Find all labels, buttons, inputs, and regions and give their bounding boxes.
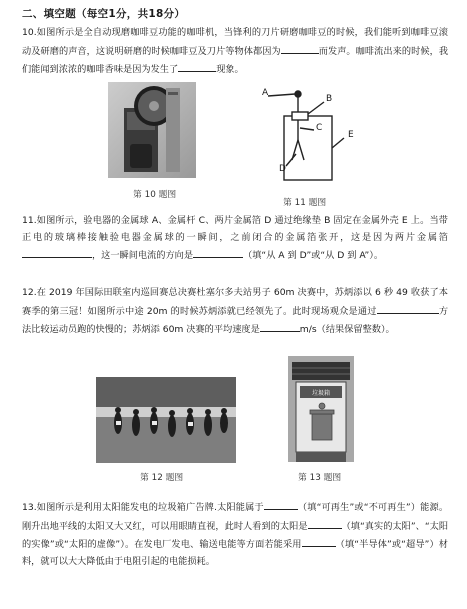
trash-sign-text: 垃圾箱 (311, 390, 330, 397)
label-b: B (326, 94, 333, 104)
q12-blank-1[interactable] (377, 302, 439, 314)
q13-text-3: （填“真实的太阳”、“太阳的实像”或“太阳的虚像”）。在发电厂发电、输送电能等方面若能采用 (22, 520, 449, 550)
question-11 (22, 213, 448, 265)
question-10 (22, 25, 448, 79)
figure-12-caption: 第 12 题图 (140, 473, 184, 483)
figure-13-caption: 第 13 题图 (298, 473, 342, 483)
q11-text-3: （填“从 A 到 D”或“从 D 到 A”）。 (243, 250, 384, 261)
q13-text-2: （填“可再生”或“不可再生”）能源。刚升出地平线的太阳又大又红，可以用眼睛直视，此时人看到的太阳是 (22, 502, 449, 532)
q11-blank-2[interactable] (193, 246, 243, 258)
label-d: D (279, 164, 286, 174)
question-13 (22, 498, 448, 570)
question-12 (22, 285, 448, 339)
figure-11-caption: 第 11 题图 (283, 198, 327, 208)
q12-text-3: m/s（结果保留整数）。 (299, 324, 395, 335)
sprint-race-image (96, 377, 236, 463)
q13-blank-2[interactable] (308, 517, 342, 529)
coffee-machine-image (108, 82, 196, 178)
label-e: E (348, 130, 354, 140)
q11-blank-1[interactable] (22, 246, 92, 258)
q10-text-1: 10.如图所示是全自动现磨咖啡豆功能的咖啡机，当锋利的刀片研磨咖啡豆的时候，我们能听到咖啡豆滚动及研磨的声音，这说明研磨的时候咖啡豆及刀片等物体都因为 (22, 27, 448, 57)
q10-blank-1[interactable] (281, 42, 319, 54)
q10-blank-2[interactable] (178, 60, 216, 72)
q10-text-3: 现象。 (216, 64, 244, 75)
q10-text-2: 而发声。咖啡流出来的时候，我们能闻到浓浓的咖啡香味是因为发生了 (22, 45, 449, 75)
q11-text-1: 11.如图所示，验电器的金属球 A、金属杆 C、两片金属箔 D 通过绝缘垫 B 固定在金属外壳 E 上。当带正电的玻璃棒接触验电器金属球的一瞬间，之前闭合的金属箔张开，这是因为两片金属箔 (22, 215, 448, 243)
solar-trash-bin-image (288, 356, 354, 462)
label-a: A (262, 88, 269, 98)
q13-text-4: （填“半导体”或“超导”）材料，就可以大大降低由于电阻引起的电能损耗。 (22, 539, 448, 567)
q12-text-1: 12.在 2019 年国际田联室内巡回赛总决赛杜塞尔多夫站男子 60m 决赛中，苏炳添以 6 秒 49 收获了本赛季的第三冠！如图所示中途 20m 的时候苏炳添就已经领先了。此时现场观众是通过 (22, 287, 448, 317)
electroscope-diagram (262, 88, 358, 192)
q13-blank-1[interactable] (264, 498, 298, 510)
q12-blank-2[interactable] (260, 320, 300, 332)
q13-text-1: 13.如图所示是利用太阳能发电的垃圾箱广告牌.太阳能属于 (22, 502, 264, 513)
q13-blank-3[interactable] (302, 535, 336, 547)
q11-text-2: ，这一瞬间电流的方向是 (92, 250, 194, 261)
label-c: C (316, 123, 323, 133)
figure-10-caption: 第 10 题图 (133, 190, 177, 200)
q12-text-2: 方法比较运动员跑的快慢的；苏炳添 60m 决赛的平均速度是 (22, 305, 449, 335)
section-title: 二、填空题（每空1分，共18分） (22, 8, 186, 20)
